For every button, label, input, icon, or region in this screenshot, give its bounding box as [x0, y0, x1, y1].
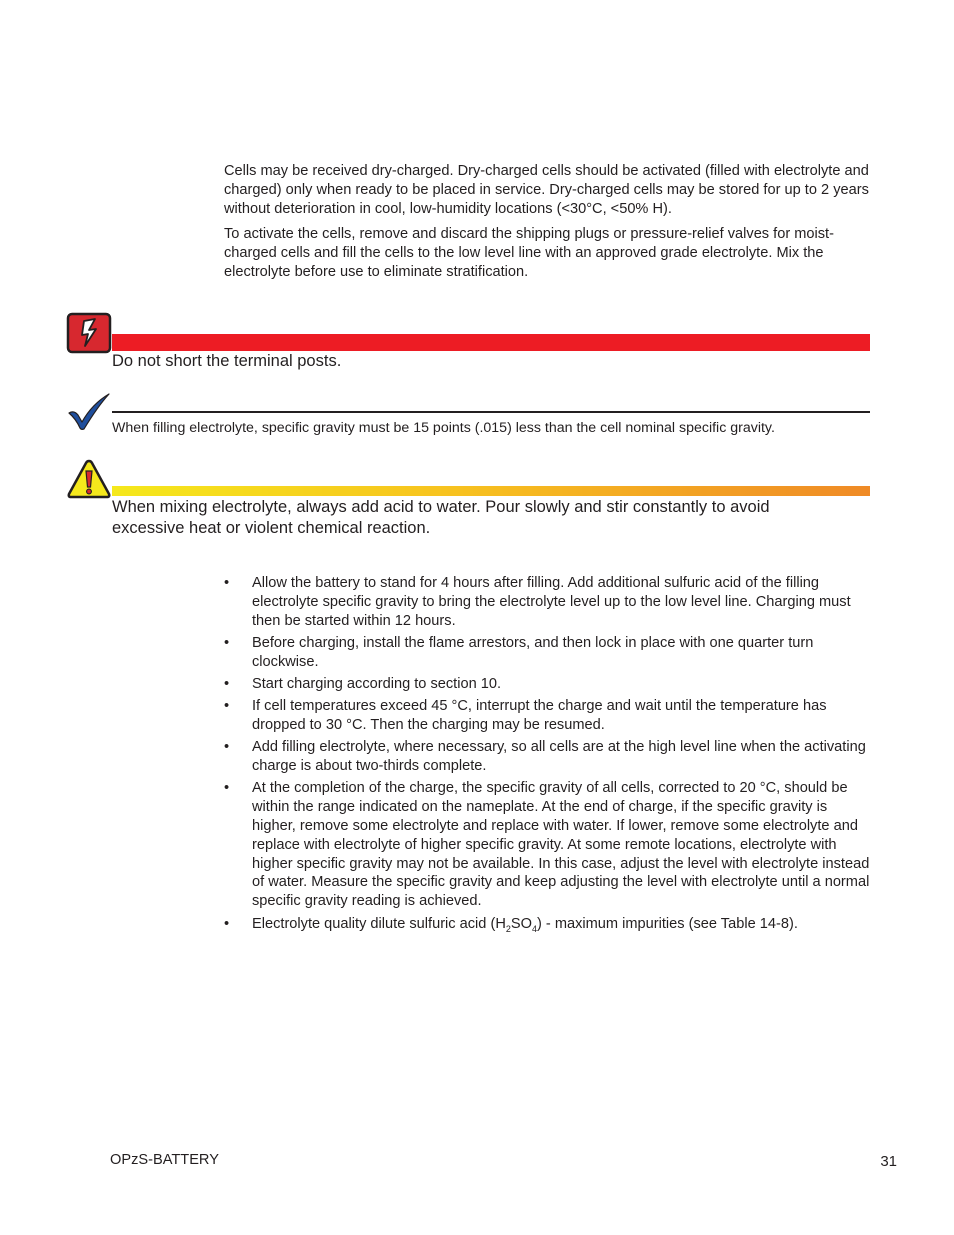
caution-text: When mixing electrolyte, always add acid to water. Pour slowly and stir constantly to avoid excessive heat or violent chemical reaction. — [112, 498, 770, 537]
list-item-text: If cell temperatures exceed 45 °C, interrupt the charge and wait until the temperature has dropped to 30 °C. Then the charging may be resumed. — [252, 698, 827, 734]
note-text: When filling electrolyte, specific gravity must be 15 points (.015) less than the cell nominal specific gravity. — [112, 420, 775, 436]
formula-prefix: Electrolyte quality dilute sulfuric acid (H — [252, 915, 506, 932]
warning-triangle-icon — [66, 458, 112, 500]
formula-subscript-4: 4 — [531, 923, 537, 934]
list-item — [224, 779, 874, 911]
bullet: • — [224, 634, 230, 651]
electric-shock-icon — [66, 312, 112, 354]
list-item-text: Before charging, install the flame arrestors, and then lock in place with one quarter turn clockwise. — [252, 634, 814, 670]
list-item — [224, 574, 874, 630]
intro-paragraph-2: To activate the cells, remove and discard the shipping plugs or pressure-relief valves for moist-charged cells and fill the cells to the low level line with an approved grade electrolyte. Mix the electrolyte before use to eliminate stratification. — [224, 226, 834, 280]
list-item — [224, 915, 874, 934]
bullet: • — [224, 675, 230, 692]
page-number: 31 — [880, 1153, 897, 1170]
danger-text: Do not short the terminal posts. — [112, 352, 342, 370]
list-item-text: Add filling electrolyte, where necessary, so all cells are at the high level line when the activating charge is about two-thirds complete. — [252, 739, 866, 775]
formula-so: SO — [510, 915, 532, 932]
list-item-text: Start charging according to section 10. — [252, 675, 502, 692]
footer-doc-name: OPzS-BATTERY — [110, 1152, 219, 1168]
bullet: • — [224, 915, 230, 932]
list-item — [224, 675, 874, 694]
activation-steps-list — [224, 574, 874, 937]
bullet: • — [224, 780, 230, 797]
list-item — [224, 697, 874, 735]
intro-paragraph-1: Cells may be received dry-charged. Dry-charged cells should be activated (filled with electrolyte and charged) only when ready to be placed in service. Dry-charged cells may be stored for up to 2 years without deterioration in cool, low-humidity locations (<30°C, <50% H). — [224, 163, 869, 217]
list-item — [224, 634, 874, 672]
bullet: • — [224, 698, 230, 715]
checkmark-icon — [66, 392, 112, 432]
list-item — [224, 738, 874, 776]
bullet: • — [224, 575, 230, 591]
formula-suffix: ) - maximum impurities (see Table 14-8). — [537, 915, 798, 932]
bullet: • — [224, 739, 230, 756]
list-item-text — [252, 916, 798, 932]
note-rule — [112, 411, 870, 413]
danger-bar — [112, 334, 870, 351]
formula-subscript-2: 2 — [505, 923, 511, 934]
list-item-text: Allow the battery to stand for 4 hours after filling. Add additional sulfuric acid of the filling electrolyte specific gravity to bring the electrolyte level up to the low level line. Charging must then be started within 12 hours. — [252, 575, 851, 629]
list-item-text: At the completion of the charge, the specific gravity of all cells, corrected to 20 °C, should be within the range indicated on the nameplate. At the end of charge, if the specific gravity is higher, remove some electrolyte and replace with water. If lower, remove some electrolyte and replace with electrolyte of higher specific gravity. At some remote locations, electrolyte with higher specific gravity may not be available. In this case, adjust the level with electrolyte instead of water. Measure the specific gravity and keep adjusting the level with electrolyte until a normal specific gravity reading is achieved. — [252, 780, 870, 910]
caution-bar — [112, 486, 870, 496]
